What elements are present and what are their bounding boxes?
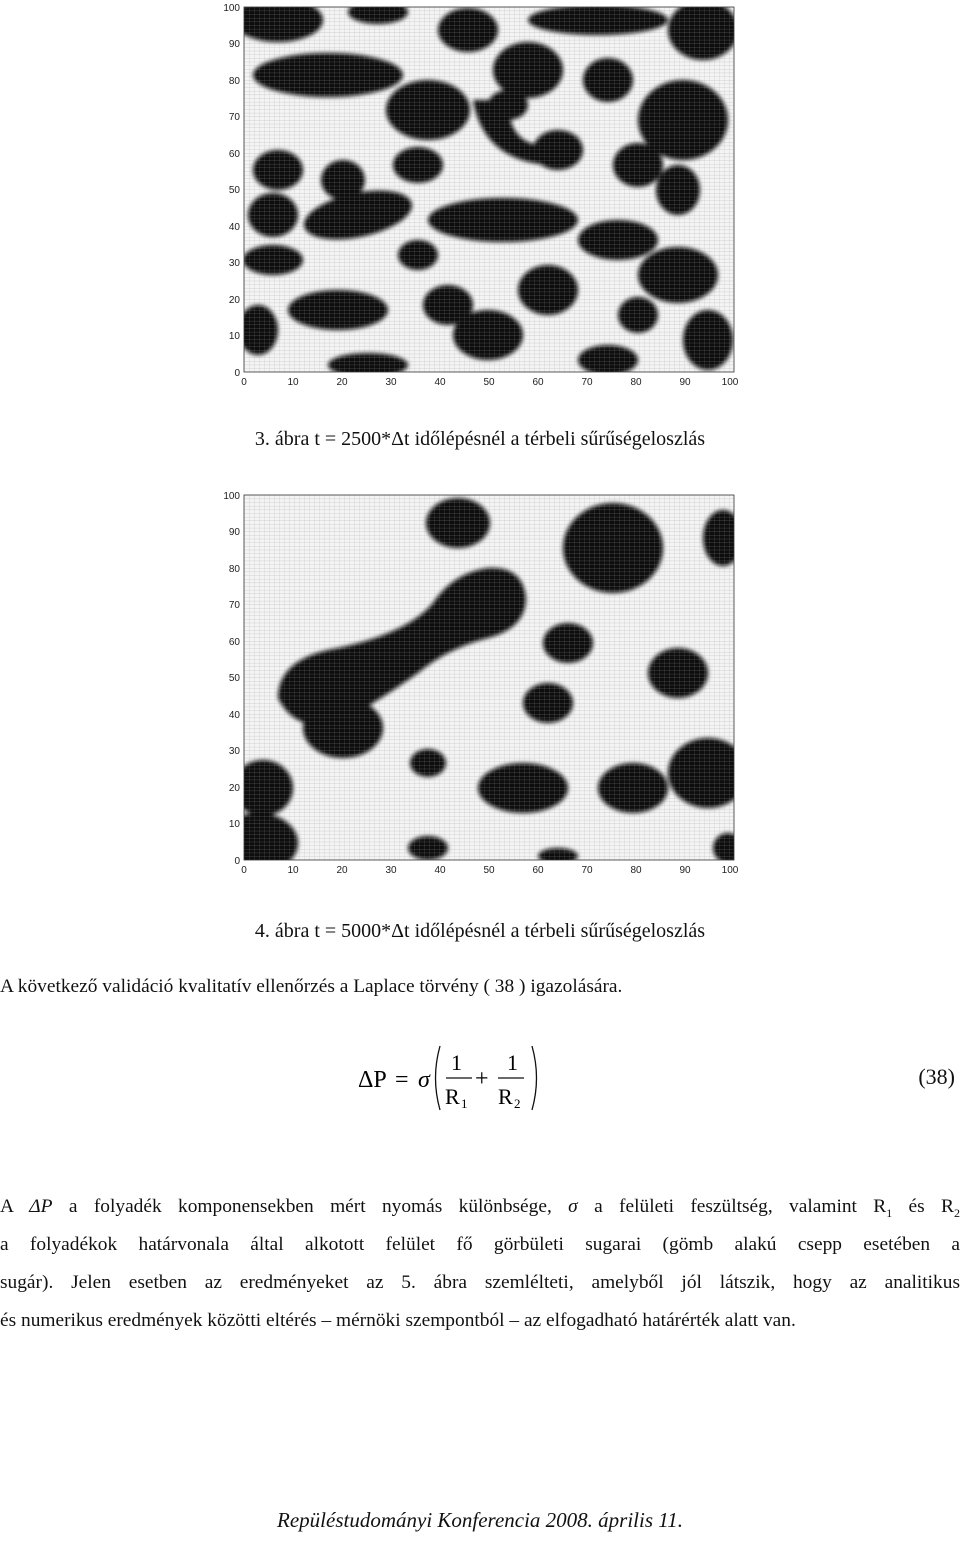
text-span: a folyadék komponensekben mért nyomás különbsége, [52, 1196, 569, 1217]
y-tick: 30 [228, 258, 240, 269]
subscript: 2 [954, 1205, 960, 1220]
y-tick: 90 [228, 527, 240, 538]
x-tick: 30 [385, 377, 397, 388]
text-span: és R [892, 1196, 954, 1217]
x-tick: 90 [679, 377, 691, 388]
x-tick: 40 [434, 377, 446, 388]
figure-3-y-ticks [223, 3, 240, 379]
text-span: A [0, 1196, 30, 1217]
y-tick: 60 [228, 637, 240, 648]
delta-p-symbol: ΔP [29, 1196, 53, 1217]
y-tick: 70 [228, 600, 240, 611]
y-tick: 80 [228, 76, 240, 87]
y-tick: 10 [228, 331, 240, 342]
left-paren [436, 1046, 441, 1110]
paragraph-line-4: és numerikus eredmények közötti eltérés – mérnöki szempontból – az elfogadható határérték alatt van. [0, 1310, 796, 1331]
figure-4 [218, 488, 748, 880]
y-tick: 20 [228, 783, 240, 794]
right-paren [532, 1046, 537, 1110]
y-tick: 70 [228, 112, 240, 123]
x-tick: 40 [434, 865, 446, 876]
x-tick: 60 [532, 865, 544, 876]
x-tick: 20 [336, 377, 348, 388]
y-tick: 60 [228, 149, 240, 160]
equation-plus: + [475, 1066, 489, 1092]
laplace-equation [300, 1040, 600, 1116]
page-footer: Repüléstudományi Konferencia 2008. április 11. [277, 1508, 683, 1532]
y-tick: 100 [223, 3, 240, 14]
x-tick: 10 [287, 377, 299, 388]
x-tick: 0 [241, 865, 247, 876]
y-tick: 30 [228, 746, 240, 757]
figure-3-x-ticks [241, 377, 739, 388]
equation-sigma: σ [418, 1067, 430, 1093]
x-tick: 30 [385, 865, 397, 876]
x-tick: 100 [721, 377, 739, 388]
x-tick: 80 [630, 865, 642, 876]
x-tick: 0 [241, 377, 247, 388]
x-tick: 80 [630, 377, 642, 388]
y-tick: 40 [228, 222, 240, 233]
y-tick: 0 [234, 368, 240, 379]
x-tick: 50 [483, 865, 495, 876]
x-tick: 90 [679, 865, 691, 876]
x-tick: 70 [581, 865, 593, 876]
paragraph-line-1 [0, 1192, 960, 1228]
paragraph-line-3: sugár). Jelen esetben az eredményeket az 5. ábra szemlélteti, amelyből jól látszik, hogy az analitikus [0, 1272, 960, 1293]
figure-3-plot [218, 0, 748, 392]
x-tick: 100 [721, 865, 739, 876]
x-tick: 60 [532, 377, 544, 388]
x-tick: 50 [483, 377, 495, 388]
sigma-symbol: σ [568, 1196, 578, 1217]
denominator-2: R [498, 1084, 513, 1109]
numerator-1: 1 [451, 1050, 462, 1075]
y-tick: 20 [228, 295, 240, 306]
y-tick: 40 [228, 710, 240, 721]
figure-4-y-ticks [223, 491, 240, 867]
subscript: 1 [886, 1205, 893, 1220]
equation-equals: = [395, 1067, 409, 1093]
y-tick: 50 [228, 673, 240, 684]
paragraph-line-2: a folyadékok határvonala által alkotott felület fő görbületi sugarai (gömb alakú csepp esetében a [0, 1234, 960, 1255]
y-tick: 0 [234, 856, 240, 867]
x-tick: 10 [287, 865, 299, 876]
x-tick: 20 [336, 865, 348, 876]
numerator-2: 1 [507, 1050, 518, 1075]
denominator-2-sub: 2 [514, 1096, 521, 1111]
denominator-1-sub: 1 [461, 1096, 468, 1111]
equation-lhs: ΔP [358, 1067, 387, 1093]
text-span: a felületi feszültség, valamint R [577, 1196, 887, 1217]
y-tick: 50 [228, 185, 240, 196]
y-tick: 10 [228, 819, 240, 830]
y-tick: 100 [223, 491, 240, 502]
figure-4-plot [218, 488, 748, 880]
figure-4-x-ticks [241, 865, 739, 876]
x-tick: 70 [581, 377, 593, 388]
y-tick: 80 [228, 564, 240, 575]
denominator-1: R [445, 1084, 460, 1109]
figure-3-caption: 3. ábra t = 2500*Δt időlépésnél a térbeli sűrűségeloszlás [254, 428, 706, 450]
figure-3 [218, 0, 748, 392]
equation-number: (38) [918, 1064, 955, 1089]
intro-sentence: A következő validáció kvalitatív ellenőrzés a Laplace törvény ( 38 ) igazolására. [0, 976, 623, 997]
y-tick: 90 [228, 39, 240, 50]
figure-4-caption: 4. ábra t = 5000*Δt időlépésnél a térbeli sűrűségeloszlás [254, 920, 706, 942]
